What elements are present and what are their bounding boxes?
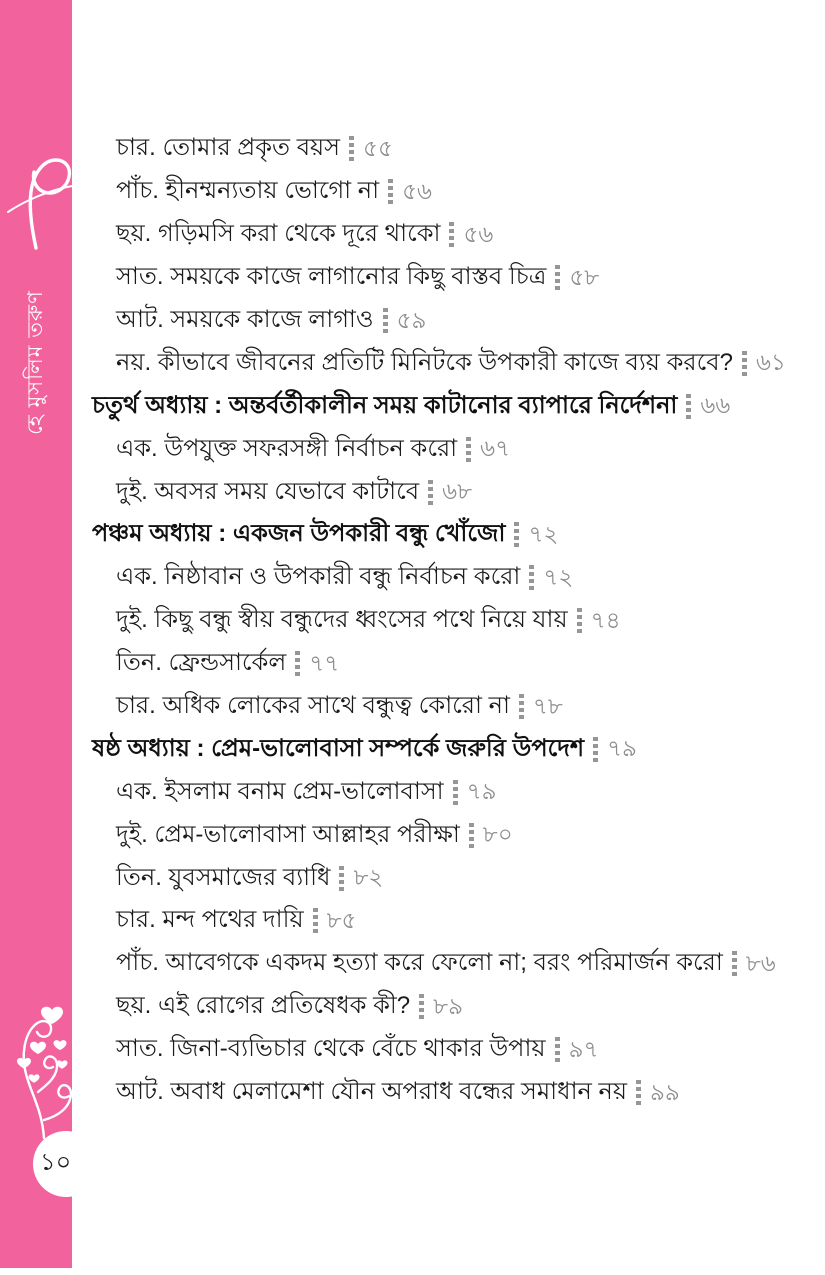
toc-entry-title: সাত. জিনা-ব্যভিচার থেকে বেঁচে থাকার উপায় bbox=[116, 1035, 546, 1063]
toc-row bbox=[92, 728, 805, 771]
dotted-separator bbox=[339, 866, 344, 892]
toc-entry-page: ৭৯ bbox=[466, 778, 497, 805]
toc-row bbox=[116, 686, 805, 729]
dotted-separator bbox=[453, 780, 458, 806]
toc-entry-page: ৬৭ bbox=[480, 435, 511, 462]
toc-entry-page: ৫৬ bbox=[463, 220, 494, 247]
dotted-separator bbox=[313, 908, 318, 934]
toc-row bbox=[116, 557, 805, 600]
toc-row bbox=[116, 342, 805, 385]
toc-entry-page: ৬১ bbox=[755, 349, 786, 376]
dotted-separator bbox=[419, 994, 424, 1020]
toc-row bbox=[116, 1029, 805, 1072]
toc-list bbox=[92, 128, 805, 1114]
dotted-separator bbox=[593, 737, 598, 763]
toc-entry-page: ৭৮ bbox=[532, 692, 563, 719]
toc-row bbox=[116, 171, 805, 214]
toc-entry-page: ৮৯ bbox=[433, 992, 464, 1019]
floral-hearts-icon bbox=[14, 1000, 74, 1140]
dotted-separator bbox=[529, 565, 534, 591]
toc-entry-page: ৬৮ bbox=[442, 478, 473, 505]
heart-outline-icon bbox=[6, 152, 74, 256]
toc-entry-title: চার. তোমার প্রকৃত বয়স bbox=[116, 134, 341, 162]
toc-row bbox=[116, 128, 805, 171]
toc-entry-page: ৬৬ bbox=[700, 392, 731, 419]
dotted-separator bbox=[577, 608, 582, 634]
dotted-separator bbox=[449, 222, 454, 248]
toc-row bbox=[116, 986, 805, 1029]
toc-entry-page: ৫৮ bbox=[569, 263, 600, 290]
toc-row bbox=[116, 814, 805, 857]
toc-entry-title: এক. নিষ্ঠাবান ও উপকারী বন্ধু নির্বাচন করো bbox=[116, 563, 521, 591]
toc-entry-page: ৫৫ bbox=[363, 134, 393, 161]
sidebar-vertical-title-wrap bbox=[0, 272, 72, 452]
toc-row bbox=[116, 1072, 805, 1115]
toc-entry-title: সাত. সময়কে কাজে লাগানোর কিছু বাস্তব চিত্র bbox=[116, 263, 547, 291]
toc-entry-title: এক. উপযুক্ত সফরসঙ্গী নির্বাচন করো bbox=[116, 434, 458, 462]
dotted-separator bbox=[732, 951, 737, 977]
toc-row bbox=[92, 514, 805, 557]
sidebar-vertical-title: হে মুসলিম তরুণ bbox=[23, 289, 47, 435]
toc-row bbox=[116, 943, 805, 986]
toc-row bbox=[116, 771, 805, 814]
page-number: ১০ bbox=[40, 1149, 72, 1176]
dotted-separator bbox=[686, 394, 691, 420]
toc-entry-title: তিন. যুবসমাজের ব্যাধি bbox=[116, 863, 331, 891]
toc-entry-title: আট. অবাধ মেলামেশা যৌন অপরাধ বন্ধের সমাধান নয় bbox=[116, 1078, 627, 1106]
toc-entry-page: ৯৯ bbox=[650, 1078, 680, 1105]
dotted-separator bbox=[555, 1037, 560, 1063]
toc-entry-page: ৫৯ bbox=[396, 306, 427, 333]
sidebar bbox=[0, 0, 72, 1268]
toc-row bbox=[116, 471, 805, 514]
dotted-separator bbox=[469, 823, 474, 849]
toc-entry-page: ৫৬ bbox=[402, 177, 432, 204]
toc-entry-page: ৮২ bbox=[353, 864, 384, 891]
toc-entry-page: ৭২ bbox=[543, 563, 574, 590]
toc-entry-page: ৮০ bbox=[482, 821, 513, 848]
toc-entry-title: ছয়. গড়িমসি করা থেকে দূরে থাকো bbox=[116, 220, 441, 248]
toc-entry-title: দুই. প্রেম-ভালোবাসা আল্লাহর পরীক্ষা bbox=[116, 820, 460, 848]
toc-entry-title: আট. সময়কে কাজে লাগাও bbox=[116, 306, 374, 333]
toc-entry-page: ৮৬ bbox=[745, 949, 776, 976]
dotted-separator bbox=[349, 136, 354, 162]
toc-entry-title: পঞ্চম অধ্যায় : একজন উপকারী বন্ধু খোঁজো bbox=[92, 520, 506, 548]
toc-entry-title: ষষ্ঠ অধ্যায় : প্রেম-ভালোবাসা সম্পর্কে জরুরি উপদেশ bbox=[92, 734, 585, 762]
toc-row bbox=[116, 214, 805, 257]
dotted-separator bbox=[636, 1080, 641, 1106]
toc-row bbox=[116, 900, 805, 943]
dotted-separator bbox=[383, 308, 388, 334]
toc-row bbox=[116, 600, 805, 643]
toc-entry-title: তিন. ফ্রেন্ডসার্কেল bbox=[116, 649, 287, 677]
dotted-separator bbox=[428, 480, 433, 506]
toc-entry-page: ৮৫ bbox=[326, 906, 357, 933]
toc-entry-page: ৯৭ bbox=[568, 1035, 599, 1062]
toc-entry-title: দুই. কিছু বন্ধু স্বীয় বন্ধুদের ধ্বংসের পথে নিয়ে যায় bbox=[116, 606, 568, 634]
toc-entry-title: পাঁচ. হীনম্মন্যতায় ভোগো না bbox=[116, 177, 380, 205]
toc-entry-page: ৭৭ bbox=[309, 649, 340, 676]
toc-entry-page: ৭৯ bbox=[607, 735, 637, 762]
toc-entry-title: চার. অধিক লোকের সাথে বন্ধুত্ব কোরো না bbox=[116, 692, 510, 720]
dotted-separator bbox=[295, 651, 300, 677]
toc-entry-title: নয়. কীভাবে জীবনের প্রতিটি মিনিটকে উপকারী কাজে ব্যয় করবে? bbox=[116, 348, 733, 376]
toc-row bbox=[92, 385, 805, 428]
toc-entry-title: চতুর্থ অধ্যায় : অন্তর্বর্তীকালীন সময় কাটানোর ব্যাপারে নির্দেশনা bbox=[92, 391, 678, 419]
toc-row bbox=[116, 257, 805, 300]
page-number-badge bbox=[33, 1131, 99, 1197]
toc-entry-title: পাঁচ. আবেগকে একদম হত্যা করে ফেলো না; বরং পরিমার্জন করো bbox=[116, 949, 723, 977]
toc-entry-title: এক. ইসলাম বনাম প্রেম-ভালোবাসা bbox=[116, 777, 444, 805]
dotted-separator bbox=[519, 694, 524, 720]
toc-entry-page: ৭২ bbox=[528, 520, 559, 547]
dotted-separator bbox=[388, 179, 393, 205]
dotted-separator bbox=[555, 265, 560, 291]
toc-entry-title: চার. মন্দ পথের দায়ি bbox=[116, 906, 304, 934]
toc-entry-title: দুই. অবসর সময় যেভাবে কাটাবে bbox=[116, 477, 420, 505]
dotted-separator bbox=[466, 437, 471, 463]
toc-row bbox=[116, 643, 805, 686]
dotted-separator bbox=[514, 522, 519, 548]
toc-entry-title: ছয়. এই রোগের প্রতিষেধক কী? bbox=[116, 992, 411, 1020]
toc-row bbox=[116, 857, 805, 900]
toc-row bbox=[116, 300, 805, 343]
dotted-separator bbox=[742, 351, 747, 377]
toc-row bbox=[116, 428, 805, 471]
toc-entry-page: ৭৪ bbox=[590, 606, 621, 633]
